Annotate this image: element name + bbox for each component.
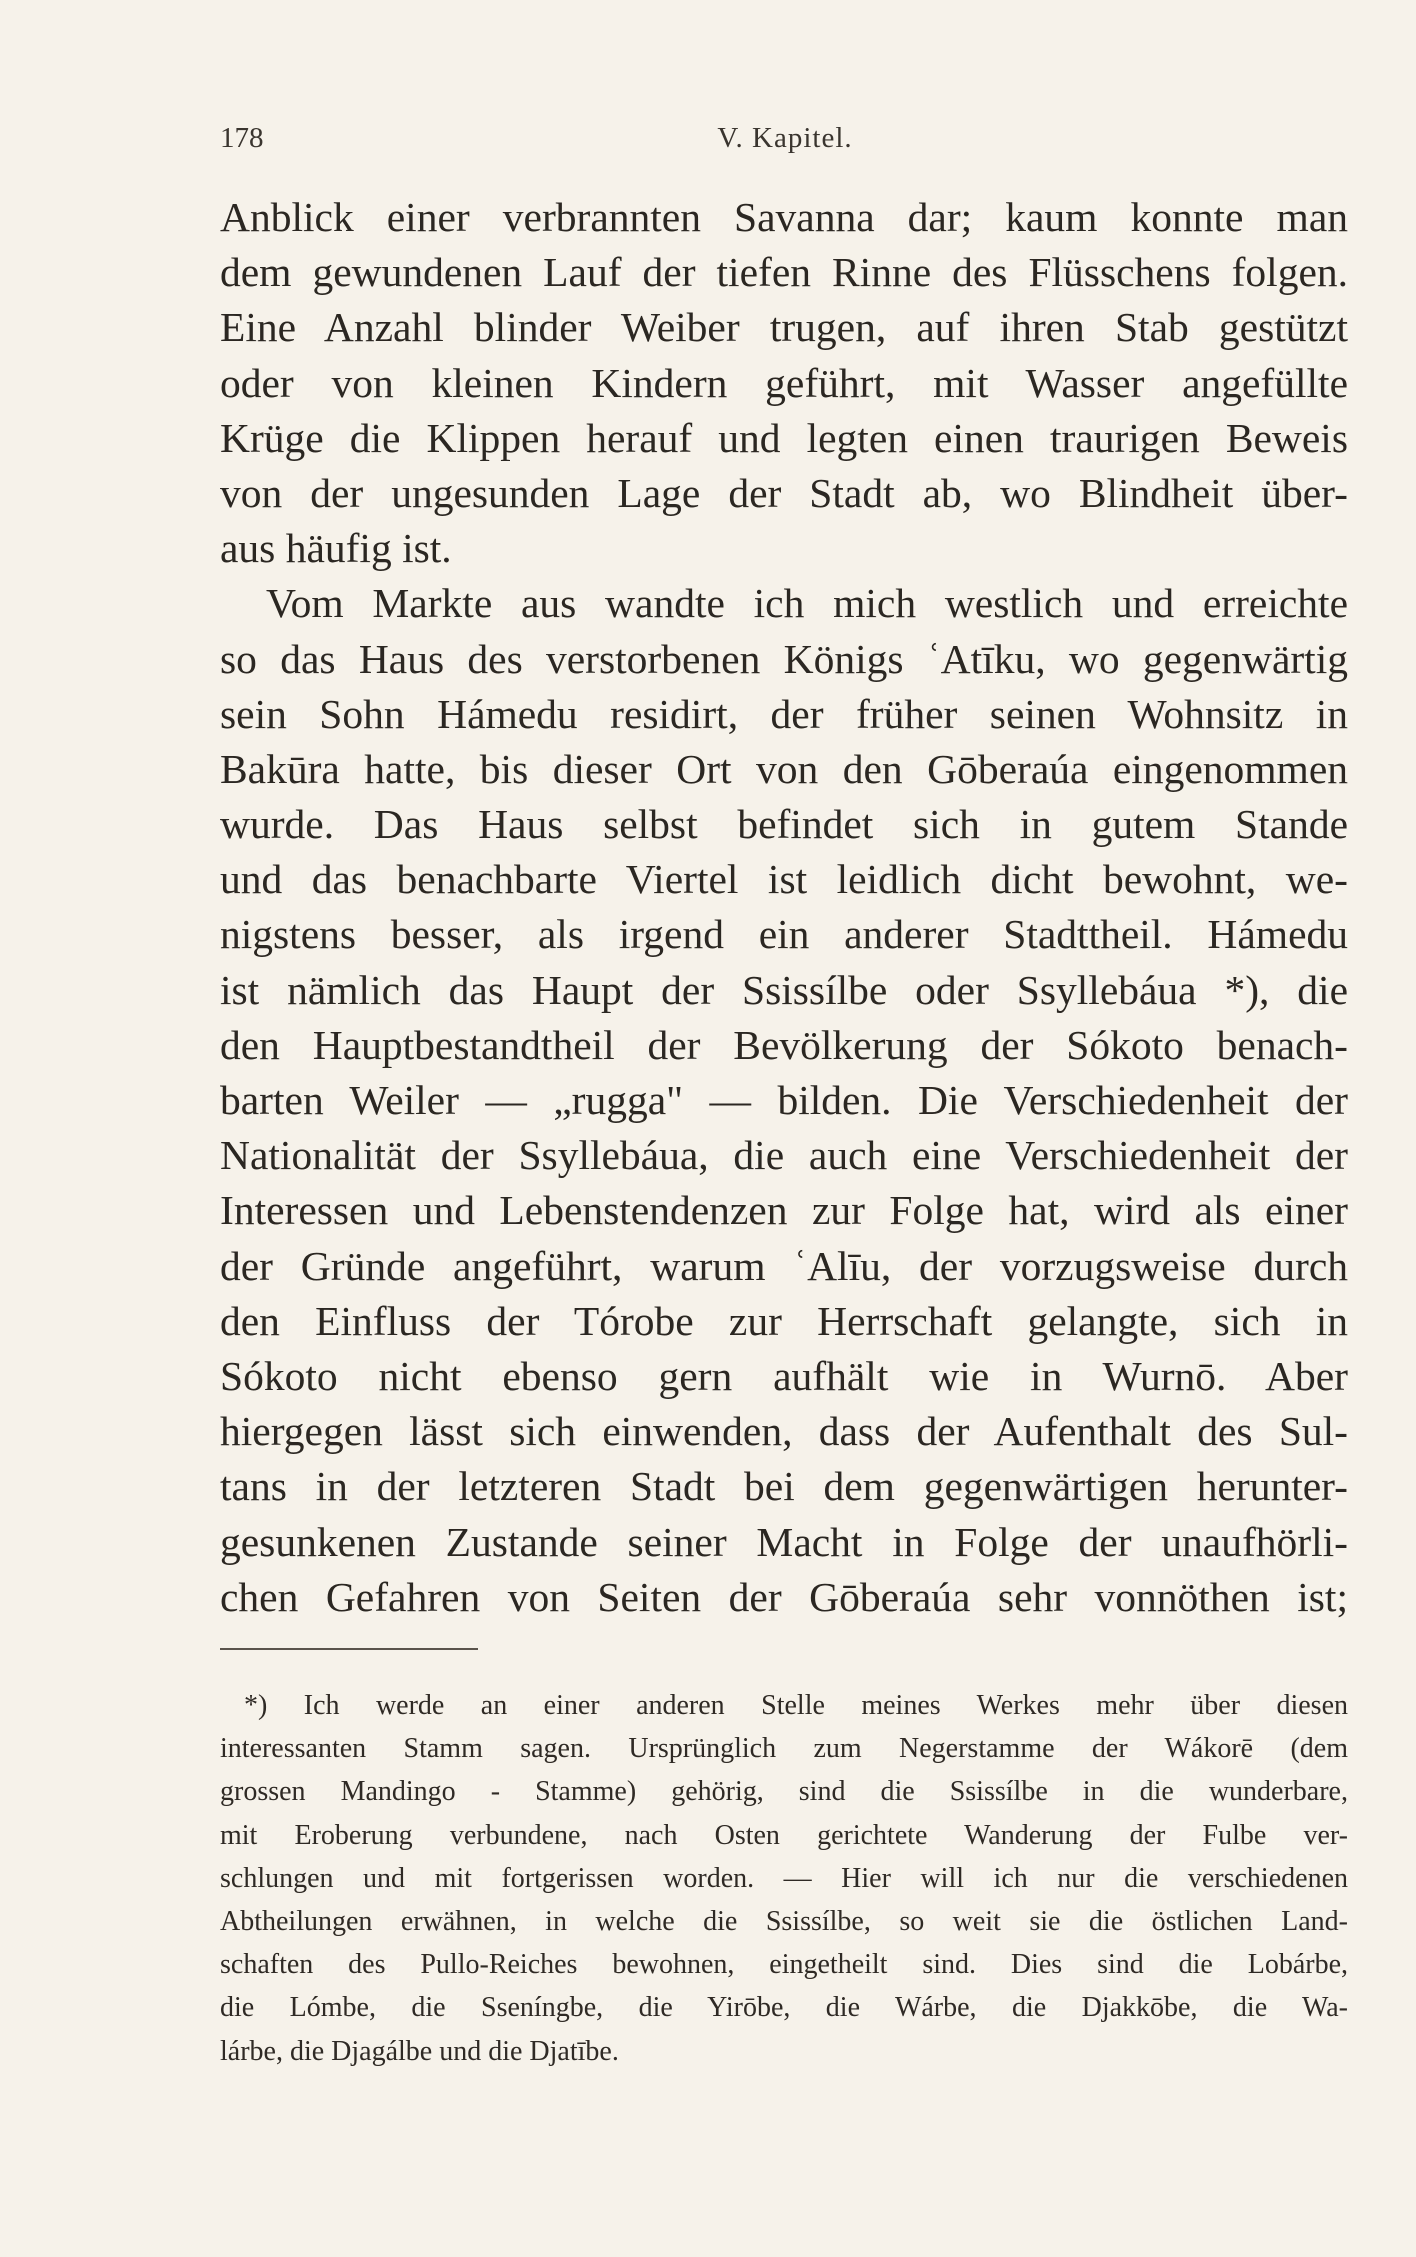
body-line: ist nämlich das Haupt der Ssissílbe oder Ssyllebáua *), die: [220, 966, 1348, 1013]
footnote: [220, 1684, 1348, 2073]
body-line: hiergegen lässt sich einwenden, dass der Aufenthalt des Sul-: [220, 1408, 1348, 1455]
footnote-line: interessanten Stamm sagen. Ursprünglich zum Negerstamme der Wákorē (dem: [220, 1733, 1348, 1765]
body-line: Sókoto nicht ebenso gern aufhält wie in Wurnō. Aber: [220, 1352, 1348, 1399]
body-line: Bakūra hatte, bis dieser Ort von den Gōberaúa eingenommen: [220, 745, 1348, 792]
body-line: dem gewundenen Lauf der tiefen Rinne des Flüsschens folgen.: [220, 249, 1348, 296]
body-line: aus häufig ist.: [220, 525, 452, 572]
footnote-line: *) Ich werde an einer anderen Stelle meines Werkes mehr über diesen: [244, 1690, 1348, 1721]
footnote-line: Abtheilungen erwähnen, in welche die Ssissílbe, so weit sie die östlichen Land-: [220, 1905, 1348, 1937]
page-number: 178: [220, 122, 264, 154]
footnote-line: grossen Mandingo - Stamme) gehörig, sind die Ssissílbe in die wunderbare,: [220, 1776, 1348, 1808]
body-text: [220, 190, 1348, 1625]
body-line: Anblick einer verbrannten Savanna dar; kaum konnte man: [220, 194, 1348, 240]
body-line: Vom Markte aus wandte ich mich westlich und erreichte: [266, 580, 1348, 627]
body-line: von der ungesunden Lage der Stadt ab, wo Blindheit über-: [220, 469, 1348, 516]
body-line: den Einfluss der Tórobe zur Herrschaft gelangte, sich in: [220, 1297, 1348, 1344]
chapter-title: V. Kapitel.: [717, 122, 853, 154]
body-line: chen Gefahren von Seiten der Gōberaúa sehr vonnöthen ist;: [220, 1573, 1348, 1620]
body-line: Eine Anzahl blinder Weiber trugen, auf ihren Stab gestützt: [220, 304, 1348, 351]
footnote-line: lárbe, die Djagálbe und die Djatībe.: [220, 2035, 619, 2067]
body-line: Nationalität der Ssyllebáua, die auch eine Verschiedenheit der: [220, 1132, 1348, 1179]
body-line: sein Sohn Hámedu residirt, der früher seinen Wohnsitz in: [220, 690, 1348, 737]
body-line: wurde. Das Haus selbst befindet sich in gutem Stande: [220, 801, 1348, 848]
body-line: Krüge die Klippen herauf und legten einen traurigen Beweis: [220, 414, 1348, 461]
body-line: gesunkenen Zustande seiner Macht in Folge der unaufhörli-: [220, 1518, 1348, 1565]
body-line: nigstens besser, als irgend ein anderer Stadttheil. Hámedu: [220, 911, 1348, 958]
body-line: und das benachbarte Viertel ist leidlich dicht bewohnt, we-: [220, 856, 1348, 903]
body-line: barten Weiler — „rugga" — bilden. Die Verschiedenheit der: [220, 1077, 1348, 1123]
body-line: den Hauptbestandtheil der Bevölkerung der Sókoto benach-: [220, 1021, 1348, 1068]
body-line: so das Haus des verstorbenen Königs ʿAtīku, wo gegenwärtig: [220, 635, 1348, 682]
footnote-divider: [220, 1648, 478, 1650]
body-line: Interessen und Lebenstendenzen zur Folge hat, wird als einer: [220, 1187, 1348, 1234]
footnote-line: die Lómbe, die Sseníngbe, die Yirōbe, die Wárbe, die Djakkōbe, die Wa-: [220, 1992, 1348, 2024]
body-line: tans in der letzteren Stadt bei dem gegenwärtigen herunter-: [220, 1463, 1348, 1510]
footnote-line: schlungen und mit fortgerissen worden. — Hier will ich nur die verschiedenen: [220, 1862, 1348, 1894]
footnote-line: schaften des Pullo-Reiches bewohnen, eingetheilt sind. Dies sind die Lobárbe,: [220, 1949, 1348, 1981]
body-line: der Gründe angeführt, warum ʿAlīu, der vorzugsweise durch: [220, 1242, 1348, 1289]
body-line: oder von kleinen Kindern geführt, mit Wasser angefüllte: [220, 359, 1348, 406]
footnote-line: mit Eroberung verbundene, nach Osten gerichtete Wanderung der Fulbe ver-: [220, 1819, 1348, 1851]
running-head: [220, 122, 1350, 162]
